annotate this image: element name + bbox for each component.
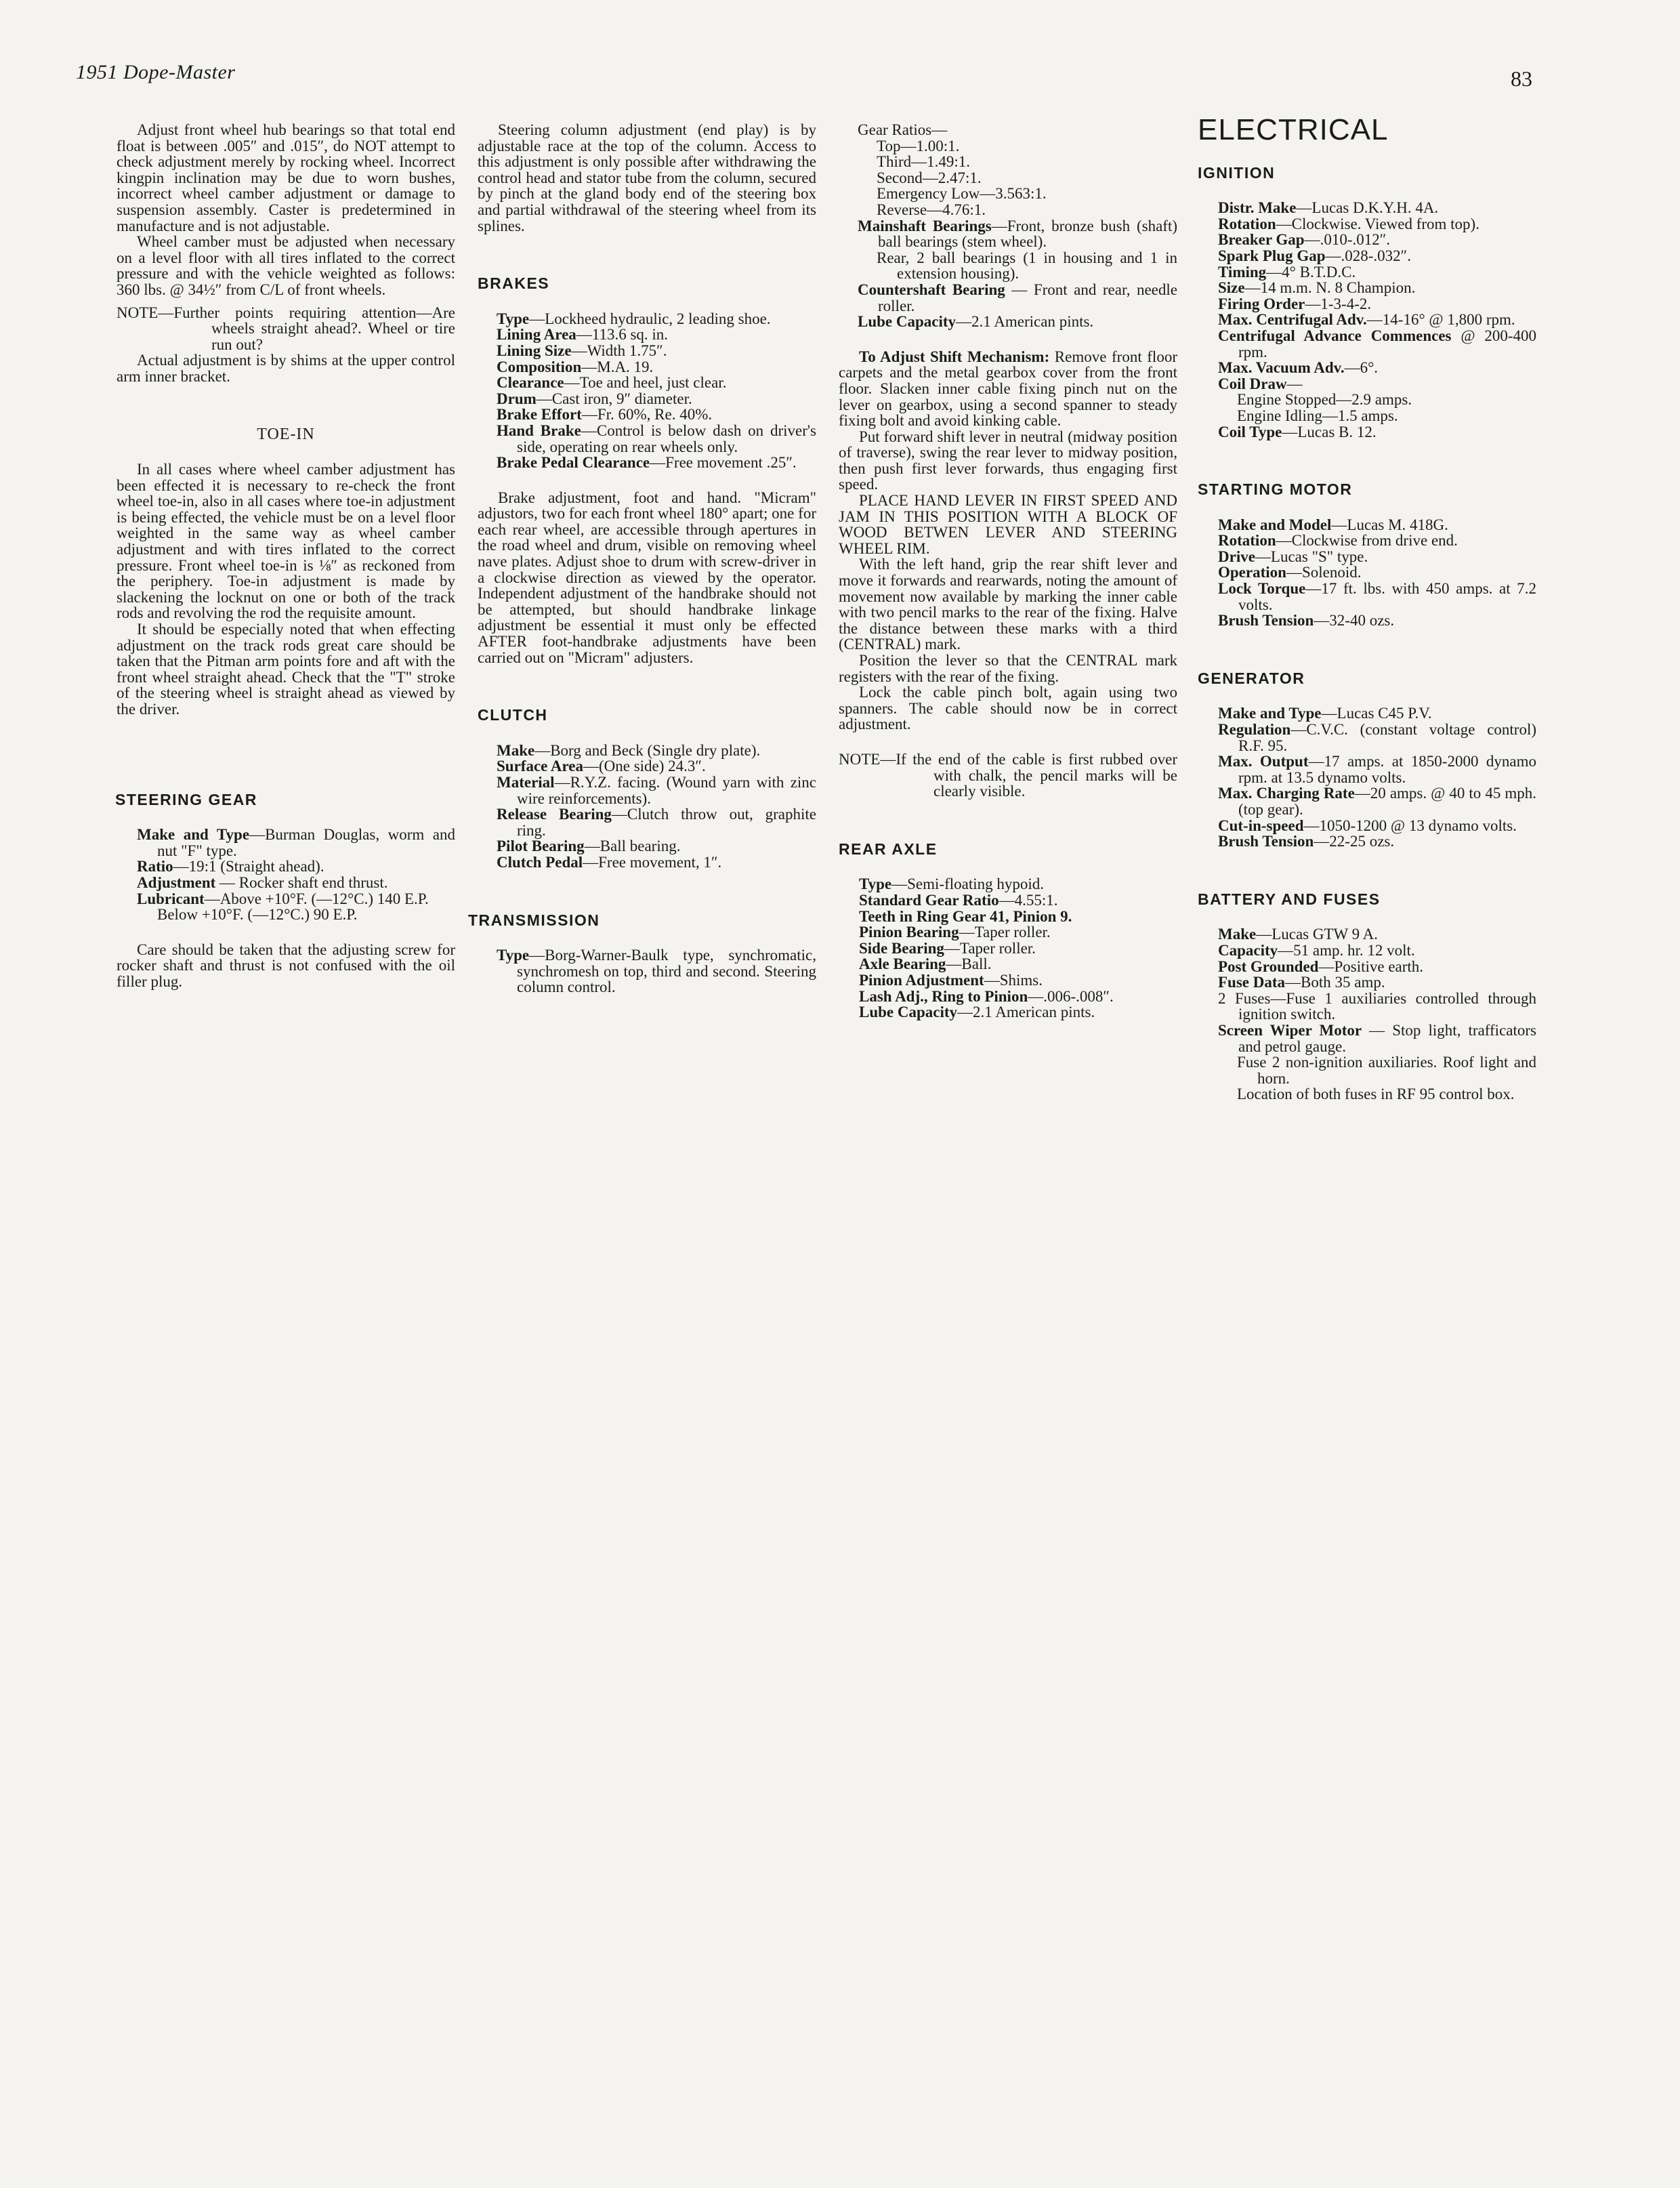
list-item: Standard Gear Ratio—4.55:1. xyxy=(859,891,1058,909)
list-item: Fuse Data—Both 35 amp. xyxy=(1218,974,1385,991)
list-item: Distr. Make—Lucas D.K.Y.H. 4A. xyxy=(1218,199,1439,217)
gear-ratio-top: Top—1.00:1. xyxy=(877,137,960,154)
list-item: Surface Area—(One side) 24.3″. xyxy=(497,758,706,775)
pitman-paragraph: It should be especially noted that when effecting adjustment on the track rods great care should be taken that the Pitman arm points fore and aft with the front wheel straight ahead. Check that the "T" stroke of the steering wheel is straight ahead as viewed by the driver. xyxy=(117,621,455,718)
battery-fuses-heading: BATTERY AND FUSES xyxy=(1198,890,1381,908)
coil-draw-stopped: Engine Stopped—2.9 amps. xyxy=(1237,391,1412,409)
list-item: Release Bearing—Clutch throw out, graphite ring. xyxy=(497,806,816,839)
gear-ratio-reverse: Reverse—4.76:1. xyxy=(877,201,986,218)
adjusting-screw-paragraph: Care should be taken that the adjusting screw for rocker shaft and thrust is not confused with the oil filler plug. xyxy=(117,941,455,990)
list-item: Make—Borg and Beck (Single dry plate). xyxy=(497,741,761,759)
column-2 xyxy=(468,121,816,996)
lube-capacity: Lube Capacity—2.1 American pints. xyxy=(858,313,1094,331)
list-item: Lubricant—Above +10°F. (—12°C.) 140 E.P. xyxy=(137,890,429,907)
camber-paragraph: Wheel camber must be adjusted when necessary on a level floor with all tires inflated to the correct pressure and with the vehicle weighted as follows: 360 lbs. @ 34½″ from C/L of front wheels. xyxy=(117,233,455,298)
list-item: Rotation—Clockwise from drive end. xyxy=(1218,532,1458,550)
list-item: Lining Size—Width 1.75″. xyxy=(497,342,667,359)
countershaft-bearing: Countershaft Bearing — Front and rear, needle roller. xyxy=(858,281,1177,314)
list-item: Clutch Pedal—Free movement, 1″. xyxy=(497,853,722,871)
list-item: Lock Torque—17 ft. lbs. with 450 amps. at 7.2 volts. xyxy=(1218,580,1536,613)
rear-axle-heading: REAR AXLE xyxy=(839,840,938,858)
rear-shift-paragraph: With the left hand, grip the rear shift lever and move it forwards and rearwards, noting the amount of movement now available by marking the inner cable with two pencil marks to the rear of the fixing. Halve the distance between these marks with a third (CENTRAL) mark. xyxy=(839,556,1177,653)
list-item: Operation—Solenoid. xyxy=(1218,564,1362,581)
list-item: Max. Output—17 amps. at 1850-2000 dynamo rpm. at 13.5 dynamo volts. xyxy=(1218,753,1537,786)
transmission-heading: TRANSMISSION xyxy=(468,911,600,929)
steering-gear-list xyxy=(117,827,455,923)
gear-ratio-third: Third—1.49:1. xyxy=(877,153,970,171)
list-item: Max. Vacuum Adv.—6°. xyxy=(1218,359,1379,377)
ignition-heading: IGNITION xyxy=(1198,163,1276,182)
mainshaft-bearings: Mainshaft Bearings—Front, bronze bush (shaft) ball bearings (stem wheel). xyxy=(858,217,1177,251)
list-item: Drum—Cast iron, 9″ diameter. xyxy=(497,390,692,407)
starting-motor-list xyxy=(1198,517,1536,629)
list-item: Make and Type—Lucas C45 P.V. xyxy=(1218,705,1432,722)
list-item: Teeth in Ring Gear 41, Pinion 9. xyxy=(859,907,1072,925)
pinch-bolt-paragraph: Lock the cable pinch bolt, again using two spanners. The cable should now be in correct adjustment. xyxy=(839,684,1177,733)
column-3 xyxy=(839,122,1177,1020)
list-item: Post Grounded—Positive earth. xyxy=(1218,957,1424,975)
brake-adjustment-paragraph: Brake adjustment, foot and hand. "Micram" adjustors, two for each front wheel 180° apart; one for each rear wheel, are accessible through apertures in the road wheel and drum, visible on removing wheel nave plates. Adjust shoe to drum with screw-driver in a clockwise direction as viewed by the operator. Independent adjustment of the handbrake should not be attempted, but should handbrake linkage adjustment be essential it must only be effected AFTER foot-handbrake adjustments have been carried out on "Micram" adjusters. xyxy=(478,489,816,666)
gear-ratios-label: Gear Ratios— xyxy=(858,121,948,138)
list-item: Make and Model—Lucas M. 418G. xyxy=(1218,516,1448,533)
list-item: Breaker Gap—.010-.012″. xyxy=(1218,231,1391,249)
list-item: Timing—4° B.T.D.C. xyxy=(1218,263,1356,281)
list-item: Lash Adj., Ring to Pinion—.006-.008″. xyxy=(859,987,1114,1005)
coil-type: Coil Type—Lucas B. 12. xyxy=(1218,423,1377,440)
rear-axle-list xyxy=(839,876,1177,1020)
list-item: Adjustment — Rocker shaft end thrust. xyxy=(137,873,388,891)
gear-ratios xyxy=(839,122,1177,330)
list-item: Lube Capacity—2.1 American pints. xyxy=(859,1004,1095,1021)
list-item: Type—Semi-floating hypoid. xyxy=(859,875,1045,893)
list-item: Pinion Bearing—Taper roller. xyxy=(859,924,1051,941)
gear-ratio-second: Second—2.47:1. xyxy=(877,169,982,186)
list-item: Max. Centrifugal Adv.—14-16° @ 1,800 rpm. xyxy=(1218,311,1515,329)
hub-bearing-paragraph: Adjust front wheel hub bearings so that total end float is between .005″ and .015″, do NOT attempt to check adjustment merely by rocking wheel. Incorrect kingpin inclination may be due to worn bushes, incorrect wheel camber adjustment or damage to suspension assembly. Caster is predetermined in manufacture and is not adjustable. xyxy=(117,121,455,234)
generator-list xyxy=(1198,705,1536,849)
list-item: Size—14 m.m. N. 8 Champion. xyxy=(1218,279,1416,297)
list-item: Regulation—C.V.C. (constant voltage control) R.F. 95. xyxy=(1218,721,1536,754)
generator-heading: GENERATOR xyxy=(1198,669,1305,687)
fuse-location: Location of both fuses in RF 95 control box. xyxy=(1237,1086,1515,1103)
chalk-note: NOTE—If the end of the cable is first rubbed over with chalk, the pencil marks will be clearly visible. xyxy=(839,750,1177,800)
clutch-heading: CLUTCH xyxy=(478,706,548,724)
list-item: Lining Area—113.6 sq. in. xyxy=(497,326,669,344)
toe-in-heading: TOE-IN xyxy=(257,425,315,443)
list-item: Brush Tension—22-25 ozs. xyxy=(1218,833,1395,850)
electrical-title: ELECTRICAL xyxy=(1198,113,1389,146)
column-1 xyxy=(117,122,455,990)
shift-mechanism-paragraph: To Adjust Shift Mechanism: Remove front floor carpets and the metal gearbox cover from the front floor. Slacken inner cable fixing pinch nut on the lever on gearbox, using a second spanner to steady fixing bolt and avoid kinking cable. xyxy=(839,348,1177,430)
list-item: Brake Pedal Clearance—Free movement .25″. xyxy=(497,454,797,472)
list-item: Make and Type—Burman Douglas, worm and nut "F" type. xyxy=(137,826,455,859)
list-item: Centrifugal Advance Commences @ 200-400 rpm. xyxy=(1218,327,1536,360)
column-4 xyxy=(1198,113,1537,1103)
list-item: Brush Tension—32-40 ozs. xyxy=(1218,612,1395,629)
list-item: Drive—Lucas "S" type. xyxy=(1218,548,1368,565)
fuse-2: Fuse 2 non-ignition auxiliaries. Roof light and horn. xyxy=(1237,1054,1536,1087)
list-item: Capacity—51 amp. hr. 12 volt. xyxy=(1218,941,1415,959)
list-item: Type—Lockheed hydraulic, 2 leading shoe. xyxy=(497,310,771,327)
list-item: Rotation—Clockwise. Viewed from top). xyxy=(1218,215,1479,232)
running-title: 1951 Dope-Master xyxy=(76,61,236,83)
coil-draw-idling: Engine Idling—1.5 amps. xyxy=(1237,407,1398,424)
list-item: Clearance—Toe and heel, just clear. xyxy=(497,374,727,392)
steering-gear-heading: STEERING GEAR xyxy=(115,790,257,808)
toe-in-paragraph: In all cases where wheel camber adjustment has been effected it is necessary to re-check the front wheel toe-in, also in all cases where toe-in adjustment is being effected, the vehicle must be on a level floor weighted in the same way as wheel camber adjustment and with tires inflated to the correct pressure. Front wheel toe-in is ⅛″ as reckoned from the periphery. Toe-in adjustment is made by slackening the locknut on one or both of the track rods and revolving the rod the requisite amount. xyxy=(117,461,455,622)
transmission-list xyxy=(478,947,816,995)
list-item: Side Bearing—Taper roller. xyxy=(859,939,1036,957)
list-item: Cut-in-speed—1050-1200 @ 13 dynamo volts. xyxy=(1218,817,1517,834)
list-item: Material—R.Y.Z. facing. (Wound yarn with zinc wire reinforcements). xyxy=(497,774,816,807)
fuses-line: 2 Fuses—Fuse 1 auxiliaries controlled through ignition switch. xyxy=(1218,989,1536,1023)
list-item: Hand Brake—Control is below dash on driver's side, operating on rear wheels only. xyxy=(497,421,816,455)
list-item: Ratio—19:1 (Straight ahead). xyxy=(137,858,324,875)
brakes-list xyxy=(478,311,816,471)
brakes-heading: BRAKES xyxy=(478,274,550,293)
list-item: Make—Lucas GTW 9 A. xyxy=(1218,926,1378,943)
shim-paragraph: Actual adjustment is by shims at the upper control arm inner bracket. xyxy=(117,352,455,385)
list-item: Spark Plug Gap—.028-.032″. xyxy=(1218,247,1411,264)
list-item: Brake Effort—Fr. 60%, Re. 40%. xyxy=(497,406,713,424)
page-number: 83 xyxy=(1511,66,1532,91)
list-item: Coil Draw— xyxy=(1218,375,1303,392)
list-item: Firing Order—1-3-4-2. xyxy=(1218,295,1372,312)
steering-column-paragraph: Steering column adjustment (end play) is by adjustable race at the top of the column. Access to this adjustment is only possible after withdrawing the control head and stator tube from the column, secured by pinch at the gland body end of the steering box and partial withdrawal of the steering wheel from its splines. xyxy=(478,121,816,234)
hand-lever-caps-paragraph: PLACE HAND LEVER IN FIRST SPEED AND JAM IN THIS POSITION WITH A BLOCK OF WOOD BETWEN LEVER AND STEERING WHEEL RIM. xyxy=(839,492,1177,557)
screen-wiper-motor: Screen Wiper Motor — Stop light, trafficators and petrol gauge. xyxy=(1218,1021,1536,1055)
list-item: Max. Charging Rate—20 amps. @ 40 to 45 mph. (top gear). xyxy=(1218,785,1536,818)
list-item: Pilot Bearing—Ball bearing. xyxy=(497,838,681,855)
list-item: Type—Borg-Warner-Baulk type, synchromatic, synchromesh on top, third and second. Steering column control. xyxy=(497,947,816,996)
list-item: Pinion Adjustment—Shims. xyxy=(859,971,1043,989)
clutch-list xyxy=(478,743,816,871)
lubricant-below: Below +10°F. (—12°C.) 90 E.P. xyxy=(157,906,358,924)
ignition-list xyxy=(1198,200,1536,440)
shift-lever-paragraph: Put forward shift lever in neutral (midway position of traverse), swing the rear lever to midway position, then push first lever forwards, thus engaging first speed. xyxy=(839,428,1177,493)
battery-fuses-list xyxy=(1198,926,1536,1102)
gear-ratio-emergency-low: Emergency Low—3.563:1. xyxy=(877,185,1047,203)
camber-note: NOTE—Further points requiring attention—Are wheels straight ahead?. Wheel or tire run out? xyxy=(117,304,455,353)
starting-motor-heading: STARTING MOTOR xyxy=(1198,480,1353,499)
mainshaft-rear: Rear, 2 ball bearings (1 in housing and 1 in extension housing). xyxy=(877,249,1177,283)
list-item: Composition—M.A. 19. xyxy=(497,358,654,375)
central-mark-paragraph: Position the lever so that the CENTRAL mark registers with the rear of the fixing. xyxy=(839,652,1177,685)
list-item: Axle Bearing—Ball. xyxy=(859,955,992,973)
